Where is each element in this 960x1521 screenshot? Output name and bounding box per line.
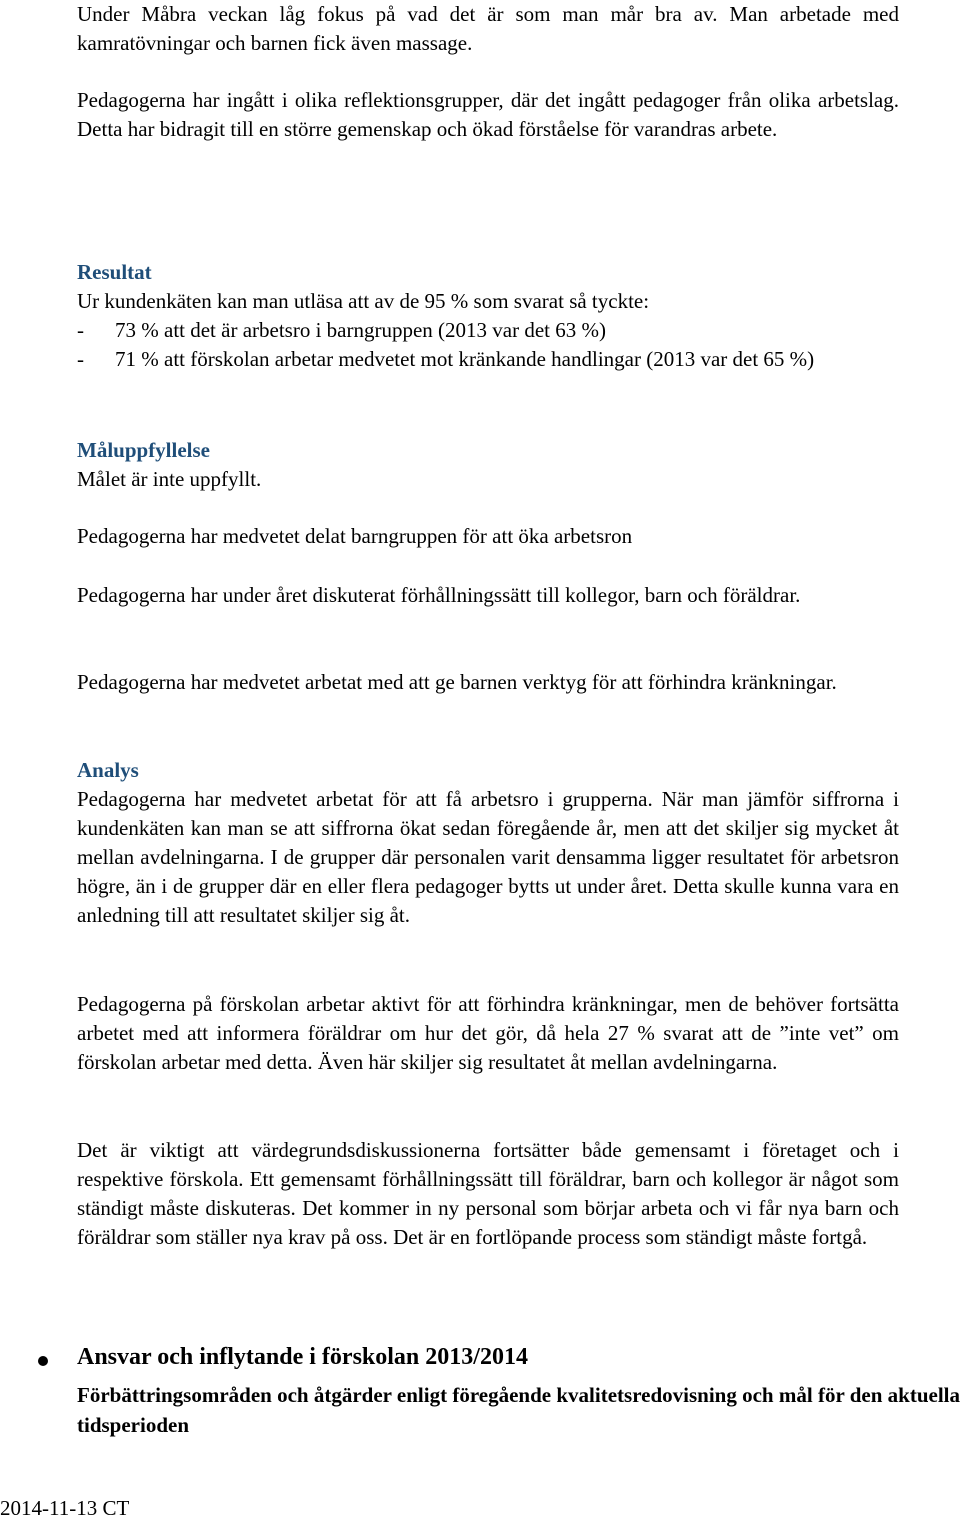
dash-marker: - bbox=[77, 347, 84, 371]
intro-paragraph-2: Pedagogerna har ingått i olika reflektionsgrupper, där det ingått pedagoger från olika arbetslag. Detta har bidragit till en större gemenskap och ökad förståelse för varandras arbete. bbox=[77, 88, 899, 141]
analys-section bbox=[77, 756, 899, 930]
maluppfyllelse-paragraph-1: Pedagogerna har medvetet delat barngruppen för att öka arbetsron bbox=[77, 524, 633, 548]
resultat-list-item bbox=[77, 345, 899, 374]
maluppfyllelse-heading: Måluppfyllelse bbox=[77, 438, 211, 462]
resultat-lead: Ur kundenkäten kan man utläsa att av de 95 % som svarat så tyckte: bbox=[77, 289, 650, 313]
section-subtitle: Förbättringsområden och åtgärder enligt föregående kvalitetsredovisning och mål för den aktuella tidsperioden bbox=[77, 1383, 960, 1437]
maluppfyllelse-paragraph-3: Pedagogerna har medvetet arbetat med att ge barnen verktyg för att förhindra kränkningar. bbox=[77, 670, 837, 694]
analys-paragraph-2: Pedagogerna på förskolan arbetar aktivt för att förhindra kränkningar, men de behöver fortsätta arbetet med att informera föräldrar om hur det gör, då hela 27 % svarat att de ”inte vet” om förskolan arbetar med detta. Även här skiljer sig resultatet åt mellan avdelningarna. bbox=[77, 992, 899, 1074]
maluppfyllelse-status: Målet är inte uppfyllt. bbox=[77, 467, 262, 491]
dash-marker: - bbox=[77, 318, 84, 342]
analys-paragraph-3: Det är viktigt att värdegrundsdiskussionerna fortsätter både gemensamt i företaget och i respektive förskola. Ett gemensamt förhållningssätt till föräldrar, barn och kollegor är något som ständigt måste diskuteras. Det kommer in ny personal som börjar arbeta och vi får nya barn och föräldrar som ställer nya krav på oss. Det är en fortlöpande process som ständigt måste fortgå. bbox=[77, 1138, 899, 1249]
analys-paragraph-1: Pedagogerna har medvetet arbetat för att få arbetsro i grupperna. När man jämför siffrorna i kundenkäten kan man se att siffrorna ökat sedan föregående år, men att det skiljer sig mycket åt mellan avdelningarna. I de grupper där personalen varit densamma ligger resultatet för arbetsron högre, än i de grupper där en eller flera pedagoger bytts ut under året. Detta skulle kunna vara en anledning till att resultatet skiljer sig åt. bbox=[77, 787, 899, 927]
section-title: Ansvar och inflytande i förskolan 2013/2014 bbox=[77, 1344, 528, 1370]
bullet-icon bbox=[38, 1356, 48, 1366]
maluppfyllelse-section bbox=[77, 436, 899, 494]
resultat-item-text: 71 % att förskolan arbetar medvetet mot kränkande handlingar (2013 var det 65 %) bbox=[115, 347, 815, 371]
intro-paragraph-1: Under Måbra veckan låg fokus på vad det är som man mår bra av. Man arbetade med kamratövningar och barnen fick även massage. bbox=[77, 2, 899, 55]
resultat-section bbox=[77, 258, 899, 374]
resultat-list-item bbox=[77, 316, 899, 345]
resultat-heading: Resultat bbox=[77, 260, 152, 284]
resultat-item-text: 73 % att det är arbetsro i barngruppen (2013 var det 63 %) bbox=[115, 318, 606, 342]
maluppfyllelse-paragraph-2: Pedagogerna har under året diskuterat förhållningssätt till kollegor, barn och föräldrar. bbox=[77, 583, 801, 607]
footer-date: 2014-11-13 CT bbox=[0, 1496, 130, 1520]
analys-heading: Analys bbox=[77, 758, 139, 782]
